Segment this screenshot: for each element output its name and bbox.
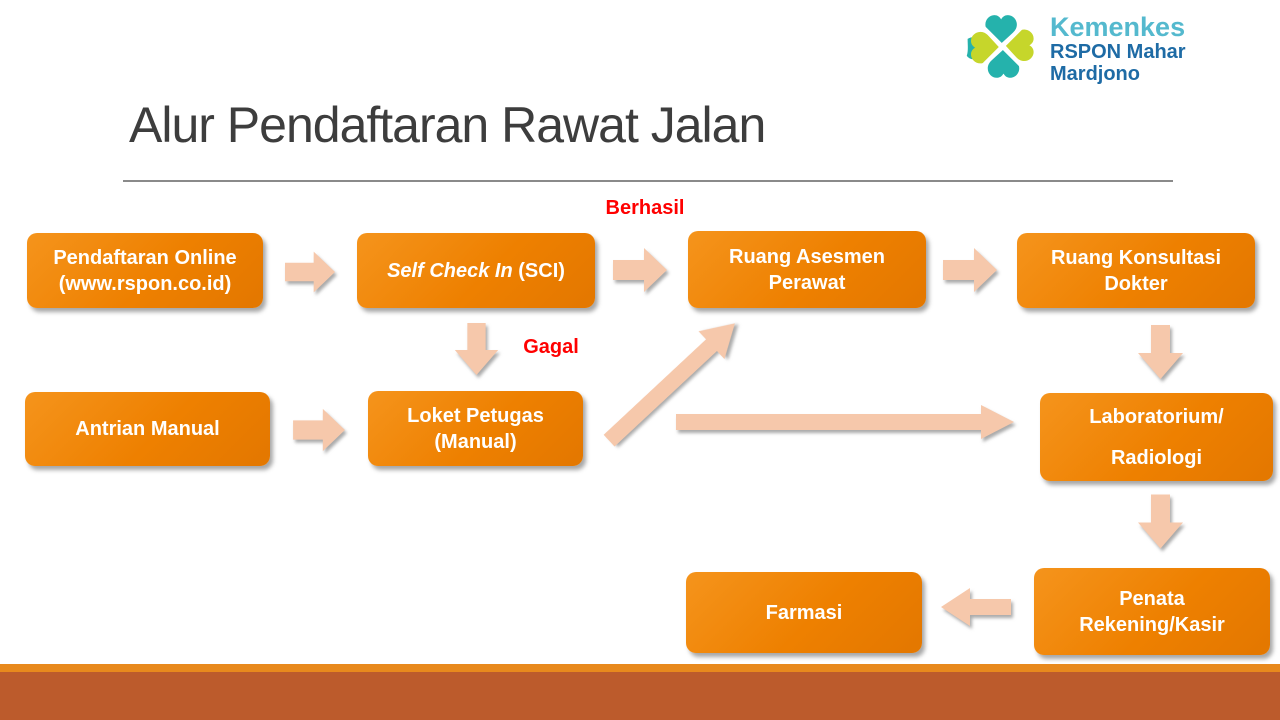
- node-line: Ruang Konsultasi: [1050, 246, 1221, 269]
- arrow-asesmen-to-konsultasi-icon: [943, 245, 997, 295]
- node-line: Dokter: [1104, 272, 1168, 295]
- arrow-penata-to-farmasi-icon: [941, 586, 1011, 628]
- node-line: Penata: [1119, 587, 1185, 610]
- node-line: [387, 258, 565, 284]
- node-ruang-asesmen: [688, 231, 926, 308]
- node-penata-rekening-kasir: [1034, 568, 1270, 655]
- node-line: Pendaftaran Online: [53, 246, 237, 269]
- node-line: (www.rspon.co.id): [58, 272, 232, 295]
- footer-accent-stripe: [0, 664, 1280, 672]
- logo-org: RSPON Mahar Mardjono: [1050, 40, 1186, 85]
- node-line-normal: (SCI): [512, 259, 565, 282]
- node-pendaftaran-online: [27, 233, 263, 308]
- node-line: Antrian Manual: [75, 418, 220, 440]
- page-title: Alur Pendaftaran Rawat Jalan: [129, 97, 766, 153]
- node-line: Perawat: [768, 271, 846, 294]
- logo-brand: Kemenkes: [1050, 11, 1186, 42]
- node-antrian-manual: [25, 392, 270, 466]
- kemenkes-logo-icon: [960, 5, 1048, 93]
- logo-text: [1050, 13, 1276, 85]
- node-farmasi: [686, 572, 922, 653]
- node-laboratorium-radiologi: [1040, 393, 1273, 481]
- arrow-pendaftaran-to-sci-icon: [285, 247, 335, 297]
- node-loket-petugas: [368, 391, 583, 466]
- arrow-sci-to-asesmen-icon: [613, 245, 667, 295]
- node-line: (Manual): [434, 430, 517, 453]
- arrow-sci-down-gagal-icon: [453, 323, 500, 376]
- title-divider: [123, 180, 1173, 182]
- node-line-italic: Self Check In: [387, 259, 513, 282]
- arrow-laboratorium-to-penata-icon: [1137, 493, 1184, 551]
- arrow-konsultasi-to-laboratorium-icon: [1137, 325, 1184, 380]
- node-line: Ruang Asesmen: [729, 245, 885, 268]
- arrow-loket-to-laboratorium-icon: [676, 405, 1014, 439]
- label-berhasil: Berhasil: [605, 197, 685, 219]
- node-line: Loket Petugas: [407, 404, 544, 427]
- node-line: Rekening/Kasir: [1079, 613, 1225, 636]
- arrow-antrian-to-loket-icon: [293, 406, 345, 454]
- node-self-check-in: [357, 233, 595, 308]
- node-ruang-konsultasi: [1017, 233, 1255, 308]
- node-line: Laboratorium/: [1089, 405, 1224, 428]
- label-gagal: Gagal: [523, 336, 579, 358]
- footer-band: [0, 672, 1280, 720]
- node-line: Farmasi: [765, 601, 843, 624]
- logo: [960, 4, 1276, 94]
- node-line: Radiologi: [1110, 446, 1203, 469]
